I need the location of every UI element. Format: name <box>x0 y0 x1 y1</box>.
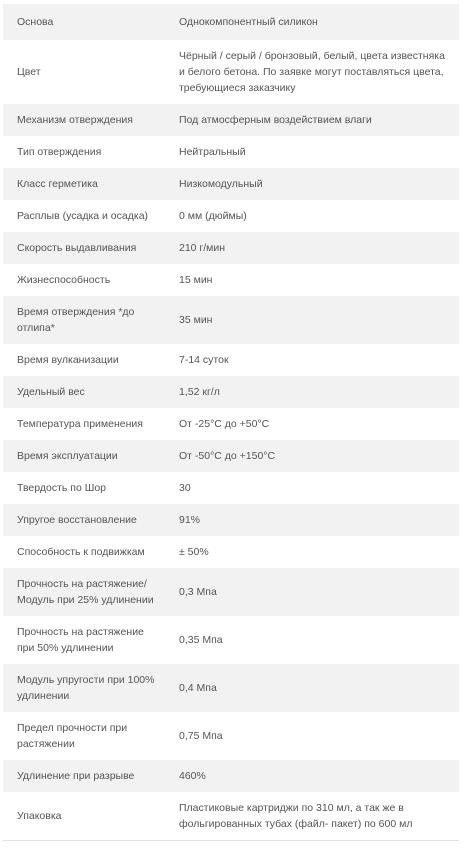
table-row <box>3 536 459 568</box>
table-row <box>3 408 459 440</box>
spec-label: Удлинение при разрыве <box>3 760 165 792</box>
spec-value: 0,3 Мпа <box>165 568 459 616</box>
table-row <box>3 616 459 664</box>
spec-label: Цвет <box>3 40 165 104</box>
spec-value: 0,35 Мпа <box>165 616 459 664</box>
table-row <box>3 168 459 200</box>
spec-value: 0 мм (дюймы) <box>165 200 459 232</box>
table-row <box>3 200 459 232</box>
spec-value: 210 г/мин <box>165 232 459 264</box>
spec-label: Время вулканизации <box>3 344 165 376</box>
table-row <box>3 40 459 104</box>
spec-label: Способность к подвижкам <box>3 536 165 568</box>
spec-label: Жизнеспособность <box>3 264 165 296</box>
table-row <box>3 4 459 40</box>
table-row <box>3 792 459 840</box>
table-row <box>3 136 459 168</box>
spec-label: Упаковка <box>3 792 165 840</box>
spec-label: Модуль упругости при 100% удлинении <box>3 664 165 712</box>
spec-value: Чёрный / серый / бронзовый, белый, цвета известняка и белого бетона. По заявке могут поставляться цвета, требующиеся заказчику <box>165 40 459 104</box>
spec-value: От -25°C до +50°C <box>165 408 459 440</box>
spec-label: Удельный вес <box>3 376 165 408</box>
spec-value: 1,52 кг/л <box>165 376 459 408</box>
spec-label: Основа <box>3 4 165 40</box>
table-row <box>3 344 459 376</box>
table-row <box>3 472 459 504</box>
spec-value: 15 мин <box>165 264 459 296</box>
spec-value: Низкомодульный <box>165 168 459 200</box>
spec-label: Температура применения <box>3 408 165 440</box>
spec-label: Механизм отверждения <box>3 104 165 136</box>
spec-value: Нейтральный <box>165 136 459 168</box>
table-row <box>3 376 459 408</box>
spec-label: Тип отверждения <box>3 136 165 168</box>
spec-value: 460% <box>165 760 459 792</box>
spec-value: Под атмосферным воздействием влаги <box>165 104 459 136</box>
table-row <box>3 440 459 472</box>
spec-value: 91% <box>165 504 459 536</box>
spec-label: Твердость по Шор <box>3 472 165 504</box>
spec-label: Предел прочности при растяжении <box>3 712 165 760</box>
table-row <box>3 232 459 264</box>
table-row <box>3 296 459 344</box>
spec-label: Время отверждения *до отлипа* <box>3 296 165 344</box>
spec-label: Прочность на растяжение/ Модуль при 25% удлинении <box>3 568 165 616</box>
spec-value: 0,75 Мпа <box>165 712 459 760</box>
table-row <box>3 504 459 536</box>
spec-value: 0,4 Мпа <box>165 664 459 712</box>
table-row <box>3 760 459 792</box>
spec-label: Расплыв (усадка и осадка) <box>3 200 165 232</box>
spec-value: Однокомпонентный силикон <box>165 4 459 40</box>
spec-value: Пластиковые картриджи по 310 мл, а так же в фольгированных тубах (файл- пакет) по 600 мл <box>165 792 459 840</box>
spec-value: 35 мин <box>165 296 459 344</box>
table-row <box>3 104 459 136</box>
specifications-table <box>3 4 459 841</box>
spec-label: Упругое восстановление <box>3 504 165 536</box>
table-row <box>3 264 459 296</box>
spec-value: ± 50% <box>165 536 459 568</box>
spec-label: Время эксплуатации <box>3 440 165 472</box>
spec-label: Скорость выдавливания <box>3 232 165 264</box>
table-row <box>3 568 459 616</box>
spec-label: Прочность на растяжение при 50% удлинении <box>3 616 165 664</box>
spec-value: От -50°C до +150°C <box>165 440 459 472</box>
spec-value: 30 <box>165 472 459 504</box>
spec-label: Класс герметика <box>3 168 165 200</box>
table-row <box>3 712 459 760</box>
spec-value: 7-14 суток <box>165 344 459 376</box>
table-row <box>3 664 459 712</box>
